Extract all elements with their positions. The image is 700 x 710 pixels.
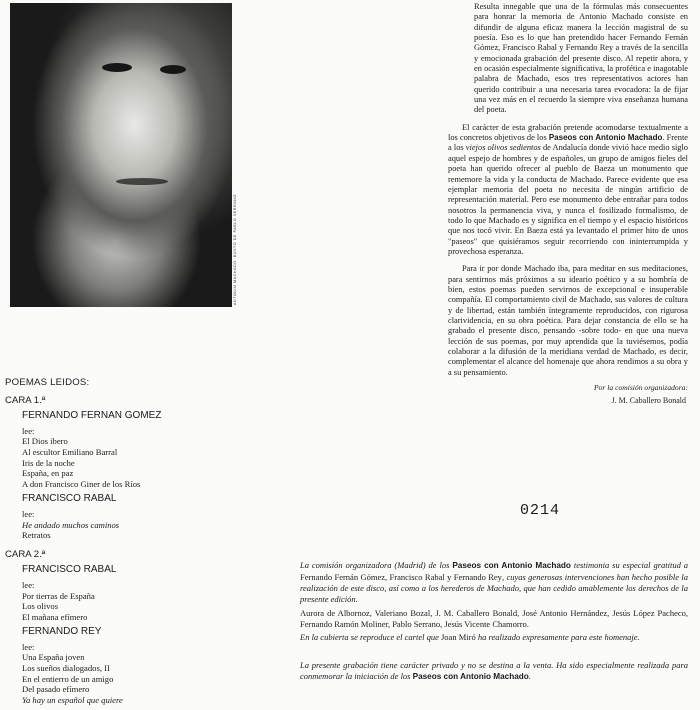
poem-title: A don Francisco Giner de los Ríos bbox=[22, 478, 141, 489]
reader-block bbox=[5, 494, 235, 540]
reader-name: FERNANDO FERNAN GOMEZ bbox=[22, 410, 162, 422]
credits-text: En la cubierta se reproduce el cartel que bbox=[300, 632, 441, 643]
poem-title: Iris de la noche bbox=[22, 457, 75, 468]
credits-gratitude bbox=[300, 560, 688, 605]
essay-p2-project-name: Paseos con Antonio Machado bbox=[548, 133, 663, 143]
credits-text: ha realizado expresamente para este homenaje. bbox=[475, 632, 640, 643]
reader-name: FERNANDO REY bbox=[22, 626, 102, 638]
credits-text: . bbox=[528, 671, 531, 682]
bust-mouth bbox=[116, 178, 168, 185]
poem-title: Retratos bbox=[22, 530, 51, 541]
poems-heading: POEMAS LEIDOS: bbox=[5, 377, 90, 388]
bust-photograph bbox=[10, 3, 232, 307]
reader-name: FRANCISCO RABAL bbox=[22, 564, 117, 576]
essay-p2-text-b: . Frente a los bbox=[448, 133, 688, 153]
poem-title: Por tierras de España bbox=[22, 590, 95, 601]
poem-title: Los sueños dialogados, II bbox=[22, 663, 110, 674]
signature-name: J. M. Caballero Bonald bbox=[611, 396, 686, 406]
reads-label: lee: bbox=[22, 508, 35, 519]
signature-label: Por la comisión organizadora: bbox=[593, 383, 688, 393]
photo-credit: ANTONIO MACHADO: BUSTO DE PABLO SERRANO bbox=[233, 194, 237, 305]
poem-title: Ya hay un español que quiere bbox=[22, 694, 123, 705]
poem-title: España, en paz bbox=[22, 468, 74, 479]
credits-project-name: Paseos con Antonio Machado bbox=[412, 672, 529, 682]
essay-p2-text-a: El carácter de esta grabación pretende acomodarse textualmente a los concretos objetivos de los bbox=[448, 122, 688, 143]
side-2-label: CARA 2.ª bbox=[5, 548, 46, 560]
essay-p2-italic: viejos olivos sedientos bbox=[465, 143, 541, 153]
poems-list bbox=[5, 378, 235, 710]
reader-block bbox=[5, 565, 235, 622]
credits-text: La presente grabación tiene carácter privado y no se destina a la venta. Ha sido especialmente realizada para conmemorar la iniciación de los bbox=[300, 660, 688, 682]
credits bbox=[300, 560, 688, 686]
reads-label: lee: bbox=[22, 641, 35, 652]
reader-block bbox=[5, 411, 235, 489]
bust-right-eye bbox=[160, 65, 186, 74]
catalog-number: 0214 bbox=[520, 502, 561, 519]
poem-title: El mañana efímero bbox=[22, 611, 88, 622]
poem-title: He andado muchos caminos bbox=[22, 519, 120, 530]
poem-title: Del pasado efímero bbox=[22, 684, 90, 695]
poem-title: El Dios ibero bbox=[22, 436, 68, 447]
essay bbox=[448, 2, 688, 407]
credits-text: , cuyas generosas intervenciones han hecho posible la realización de este disco, así como a los herederos de Machado, que han cedido amablemente los derechos de la presente edición. bbox=[300, 571, 688, 604]
credits-text: testimonia su especial gratitud a bbox=[570, 560, 689, 570]
essay-paragraph-3: Para ir por donde Machado iba, para meditar en sus meditaciones, para sentirnos más próximos a su ideario poético y a su hombría de bien, estos poemas pueden servirnos de excepcional e insuperable compañía. El comportamiento civil de Machado, sus valores de cultura y de libertad, están también íntegramente reproducidos, con rigurosa clarividencia, en su obra poética. Para dejar constancia de ello se ha grabado el presente disco, pensando -sobre todo- en que una nueva lección de sus poemas, por muy aprendida que la tuviésemos, podía colaborar a la difusión de la meridiana verdad de Machado, es decir, complementar el alcance del homenaje que ahora rendimos a su obra y a su pensamiento. bbox=[448, 264, 688, 377]
reader-name: FRANCISCO RABAL bbox=[22, 493, 117, 505]
poem-title: Al escultor Emiliano Barral bbox=[22, 446, 118, 457]
poem-title: En el entierro de un amigo bbox=[22, 673, 114, 684]
credits-artist-name: Joan Miró bbox=[441, 632, 476, 643]
side-1-label: CARA 1.ª bbox=[5, 394, 46, 406]
credits-cover-note bbox=[300, 632, 688, 643]
credits-actor-names: Fernando Fernán Gómez, Francisco Rabal y Fernando Rey bbox=[300, 571, 502, 582]
poem-title: Los olivos bbox=[22, 601, 59, 612]
essay-paragraph-2 bbox=[448, 123, 688, 257]
bust-left-eye bbox=[102, 63, 132, 72]
credits-committee-members: Aurora de Albornoz, Valeriano Bozal, J. M. Caballero Bonald, José Antonio Hernández, Jesús López Pacheco, Fernando Ramón Moliner, Pablo Serrano, Jesús Vicente Chamorro. bbox=[300, 607, 688, 629]
credits-text: La comisión organizadora (Madrid) de los bbox=[300, 560, 453, 570]
reads-label: lee: bbox=[22, 579, 35, 590]
reader-block bbox=[5, 627, 235, 705]
credits-private-note bbox=[300, 660, 688, 683]
poem-title: Una España joven bbox=[22, 652, 85, 663]
reads-label: lee: bbox=[22, 425, 35, 436]
essay-p2-text-c: de Andalucía donde vivió hace medio siglo aquel espejo de hombres y de españoles, un grupo de amigos fieles del poeta han querido ofrecer al pueblo de Baeza un monumento que rememore la vida y la conducta de Machado. Parece evidente que esa ejemplar memoria del poeta no necesita de ningún artificio de representación material. Pero ese monumento debe entrañar para todos nosotros la permanencia viva, y nunca el fosilizado formalismo, de todo lo que Machado es y significa en el tiempo y el espacio históricos que nos tocó vivir. En Baeza está ya levantado el primer hito de unos "paseos" que quisiéramos seguir recorriendo con ininterrumpida y provechosa esperanza. bbox=[448, 143, 688, 256]
essay-paragraph-1: Resulta innegable que una de la fórmulas más consecuentes para honrar la memoria de Antonio Machado consiste en difundir de alguna eficaz manera la lección magistral de su poesía. Eso es lo que han pretendido hacer Fernando Fernán Gómez, Francisco Rabal y Fernando Rey a través de la sencilla y emocionada grabación del presente disco. Al repetir ahora, y en ocasión especialmente significativa, la profética e inagotable palabra de Machado, esos tres representativos actores han querido contribuir a una necesaria tarea evocadora: la de fijar una vez más en el recuerdo la siempre viva enseñanza humana del poeta. bbox=[474, 2, 688, 115]
credits-project-name: Paseos con Antonio Machado bbox=[452, 561, 571, 570]
